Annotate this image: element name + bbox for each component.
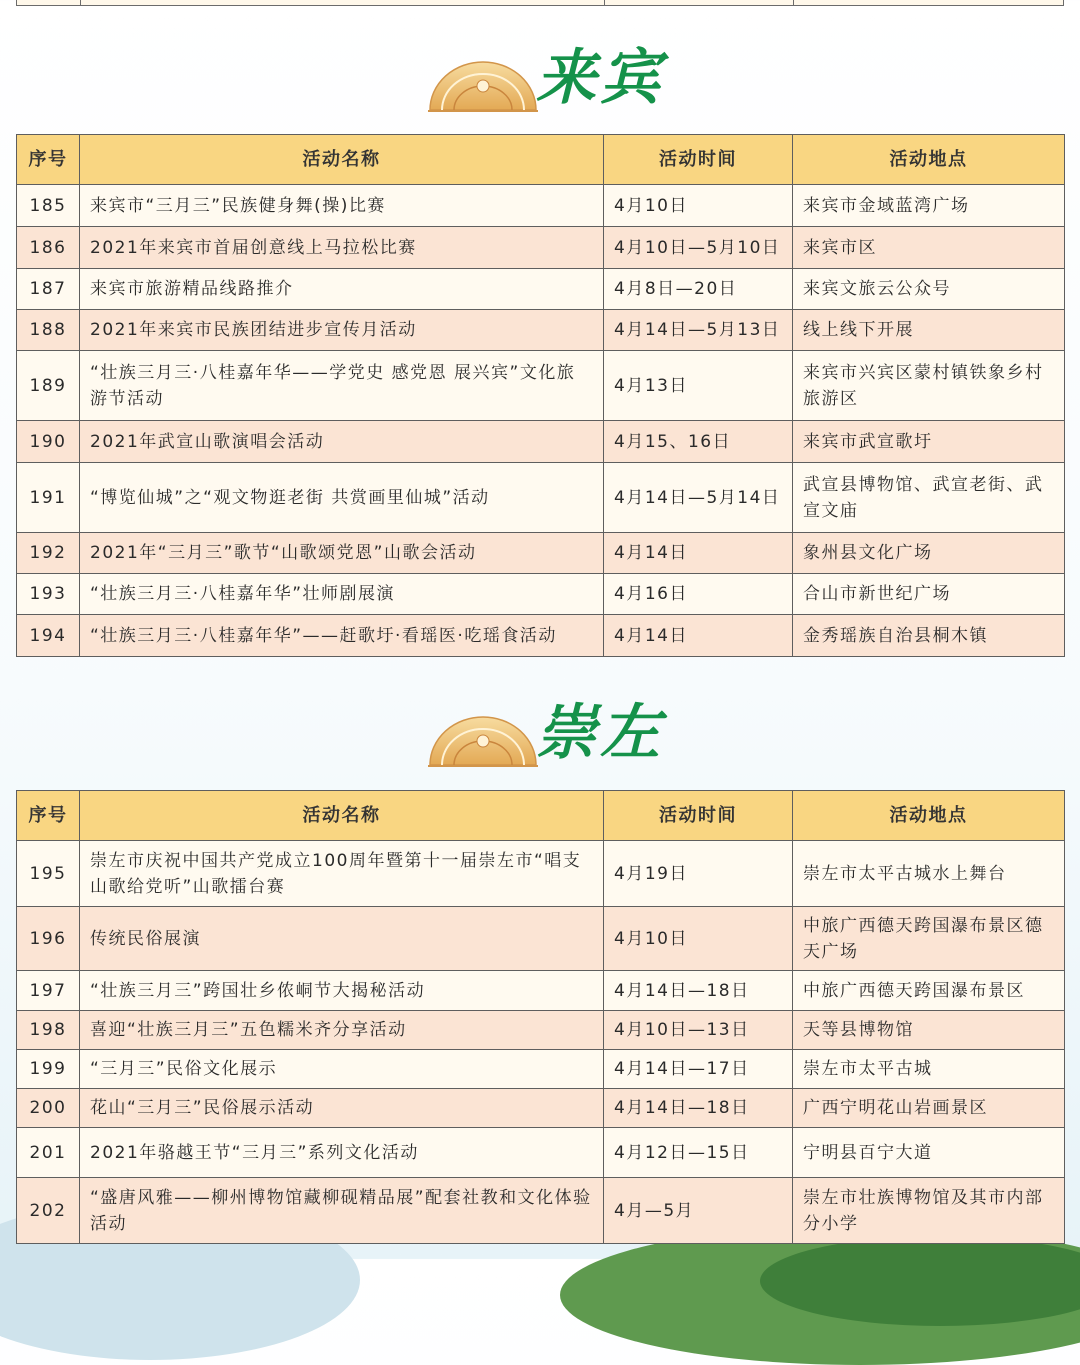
table-cell-number: 185 (17, 185, 80, 227)
table-cell-activity-time: 4月10日 (604, 185, 793, 227)
table-cell-activity-time: 4月14日—18日 (604, 971, 793, 1011)
table-cell-activity-name: “壮族三月三·八桂嘉年华”——赶歌圩·看瑶医·吃瑶食活动 (80, 615, 604, 657)
table-cell-activity-place: 合山市新世纪广场 (793, 574, 1065, 615)
table-row (17, 185, 1065, 227)
table-cell-activity-name: 喜迎“壮族三月三”五色糯米齐分享活动 (80, 1011, 604, 1050)
table-cell-number: 196 (17, 907, 80, 971)
activity-table-chongzuo (16, 790, 1065, 1244)
city-name: 崇左 (536, 698, 664, 768)
table-cell-number: 193 (17, 574, 80, 615)
table-cell-activity-name: 崇左市庆祝中国共产党成立100周年暨第十一届崇左市“唱支山歌给党听”山歌擂台赛 (80, 841, 604, 907)
table-cell-activity-name: “三月三”民俗文化展示 (80, 1050, 604, 1089)
table-cell-number: 192 (17, 533, 80, 574)
table-row (17, 351, 1065, 421)
table-cell-activity-place: 来宾市金域蓝湾广场 (793, 185, 1065, 227)
header-activity-time: 活动时间 (604, 135, 793, 185)
table-cell-number: 199 (17, 1050, 80, 1089)
table-row (17, 463, 1065, 533)
table-cell-activity-name: 花山“三月三”民俗展示活动 (80, 1089, 604, 1128)
table-row (17, 269, 1065, 310)
previous-table-edge (16, 0, 1064, 6)
header-number: 序号 (17, 791, 80, 841)
table-row (17, 1089, 1065, 1128)
table-cell-activity-time: 4月13日 (604, 351, 793, 421)
table-row (17, 533, 1065, 574)
table-cell-activity-time: 4月12日—15日 (604, 1128, 793, 1178)
table-cell-activity-place: 广西宁明花山岩画景区 (793, 1089, 1065, 1128)
table-cell-activity-time: 4月15、16日 (604, 421, 793, 463)
table-cell-number: 189 (17, 351, 80, 421)
table-cell-number: 186 (17, 227, 80, 269)
table-cell-activity-place: 来宾市武宣歌圩 (793, 421, 1065, 463)
table-cell-activity-name: 2021年来宾市民族团结进步宣传月活动 (80, 310, 604, 351)
header-activity-name: 活动名称 (80, 135, 604, 185)
table-cell-activity-place: 崇左市太平古城水上舞台 (793, 841, 1065, 907)
table-cell-activity-name: 2021年“三月三”歌节“山歌颂党恩”山歌会活动 (80, 533, 604, 574)
table-row (17, 615, 1065, 657)
table-cell-activity-time: 4月14日 (604, 615, 793, 657)
table-cell-activity-place: 来宾市兴宾区蒙村镇铁象乡村旅游区 (793, 351, 1065, 421)
activity-table-laibin (16, 134, 1065, 657)
table-cell-activity-name: “壮族三月三·八桂嘉年华”壮师剧展演 (80, 574, 604, 615)
table-row (17, 971, 1065, 1011)
table-cell-activity-time: 4月—5月 (604, 1178, 793, 1244)
table-cell-activity-name: 2021年武宣山歌演唱会活动 (80, 421, 604, 463)
header-activity-name: 活动名称 (80, 791, 604, 841)
table-cell-activity-place: 来宾文旅云公众号 (793, 269, 1065, 310)
fan-ornament-icon (428, 56, 538, 112)
table-cell-activity-time: 4月19日 (604, 841, 793, 907)
table-cell-activity-place: 线上线下开展 (793, 310, 1065, 351)
fan-ornament-icon (428, 711, 538, 767)
table-cell-number: 201 (17, 1128, 80, 1178)
table-row (17, 227, 1065, 269)
table-cell-activity-name: 来宾市“三月三”民族健身舞(操)比赛 (80, 185, 604, 227)
table-cell-activity-name: “壮族三月三·八桂嘉年华——学党史 感党恩 展兴宾”文化旅游节活动 (80, 351, 604, 421)
table-cell-activity-place: 崇左市壮族博物馆及其市内部分小学 (793, 1178, 1065, 1244)
table-cell-activity-place: 天等县博物馆 (793, 1011, 1065, 1050)
table-cell-activity-place: 武宣县博物馆、武宣老街、武宣文庙 (793, 463, 1065, 533)
city-name: 来宾 (536, 43, 664, 113)
header-activity-time: 活动时间 (604, 791, 793, 841)
table-cell-activity-name: 2021年来宾市首届创意线上马拉松比赛 (80, 227, 604, 269)
header-number: 序号 (17, 135, 80, 185)
table-cell-activity-place: 象州县文化广场 (793, 533, 1065, 574)
table-cell-activity-name: “壮族三月三”跨国壮乡侬峒节大揭秘活动 (80, 971, 604, 1011)
table-cell-activity-name: “博览仙城”之“观文物逛老街 共赏画里仙城”活动 (80, 463, 604, 533)
table-cell-activity-place: 金秀瑶族自治县桐木镇 (793, 615, 1065, 657)
table-cell-number: 191 (17, 463, 80, 533)
table-cell-number: 188 (17, 310, 80, 351)
table-cell-activity-name: 传统民俗展演 (80, 907, 604, 971)
table-row (17, 1178, 1065, 1244)
table-cell-activity-time: 4月10日—13日 (604, 1011, 793, 1050)
table-cell-activity-time: 4月16日 (604, 574, 793, 615)
table-cell-number: 194 (17, 615, 80, 657)
table-cell-activity-name: 2021年骆越王节“三月三”系列文化活动 (80, 1128, 604, 1178)
table-cell-number: 195 (17, 841, 80, 907)
table-cell-number: 200 (17, 1089, 80, 1128)
table-cell-activity-time: 4月10日 (604, 907, 793, 971)
table-cell-activity-time: 4月14日—18日 (604, 1089, 793, 1128)
table-row (17, 1011, 1065, 1050)
table-cell-activity-place: 崇左市太平古城 (793, 1050, 1065, 1089)
table-row (17, 841, 1065, 907)
table-row (17, 907, 1065, 971)
table-cell-activity-time: 4月10日—5月10日 (604, 227, 793, 269)
section-title-chongzuo (0, 693, 1080, 783)
table-row (17, 310, 1065, 351)
table-cell-number: 202 (17, 1178, 80, 1244)
table-cell-activity-place: 来宾市区 (793, 227, 1065, 269)
table-cell-activity-name: 来宾市旅游精品线路推介 (80, 269, 604, 310)
section-title-laibin (0, 38, 1080, 128)
table-cell-activity-place: 中旅广西德天跨国瀑布景区德天广场 (793, 907, 1065, 971)
table-row (17, 1128, 1065, 1178)
header-activity-place: 活动地点 (793, 135, 1065, 185)
table-cell-activity-time: 4月14日—5月13日 (604, 310, 793, 351)
table-cell-activity-time: 4月14日 (604, 533, 793, 574)
table-row (17, 421, 1065, 463)
table-cell-number: 190 (17, 421, 80, 463)
table-cell-activity-time: 4月14日—17日 (604, 1050, 793, 1089)
table-row (17, 574, 1065, 615)
table-cell-activity-place: 中旅广西德天跨国瀑布景区 (793, 971, 1065, 1011)
header-activity-place: 活动地点 (793, 791, 1065, 841)
table-cell-activity-name: “盛唐风雅——柳州博物馆藏柳砚精品展”配套社教和文化体验活动 (80, 1178, 604, 1244)
table-header-row (17, 135, 1065, 185)
table-cell-activity-time: 4月8日—20日 (604, 269, 793, 310)
table-cell-activity-place: 宁明县百宁大道 (793, 1128, 1065, 1178)
table-cell-number: 198 (17, 1011, 80, 1050)
table-header-row (17, 791, 1065, 841)
table-row (17, 1050, 1065, 1089)
table-cell-number: 197 (17, 971, 80, 1011)
table-cell-number: 187 (17, 269, 80, 310)
table-cell-activity-time: 4月14日—5月14日 (604, 463, 793, 533)
